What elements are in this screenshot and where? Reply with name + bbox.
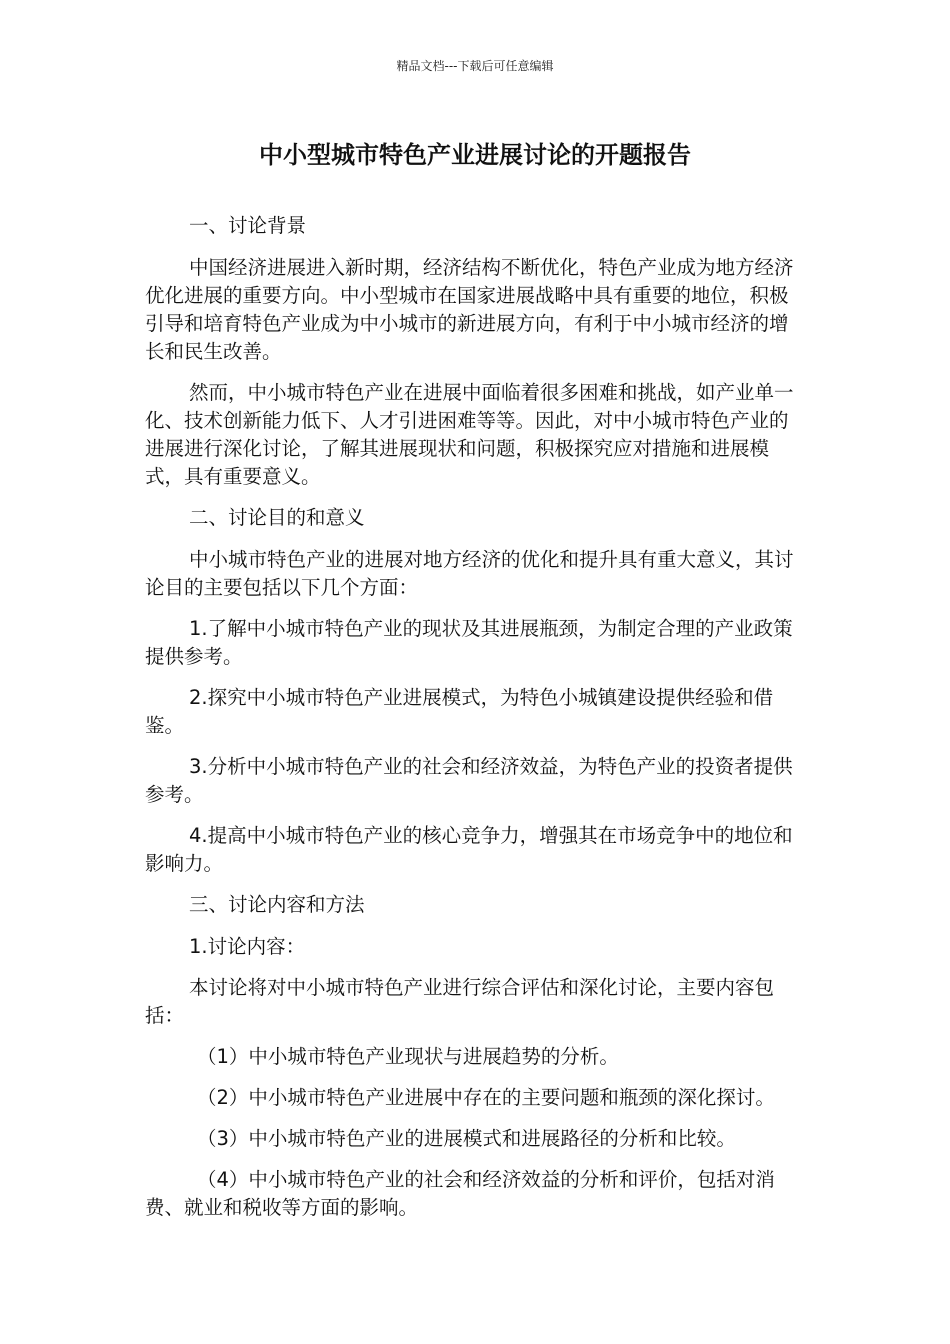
- list-item: （4）中小城市特色产业的社会和经济效益的分析和评价，包括对消费、就业和税收等方面的影响。: [145, 1168, 775, 1219]
- list-item: （1）中小城市特色产业现状与进展趋势的分析。: [197, 1045, 619, 1068]
- body-paragraph: 本讨论将对中小城市特色产业进行综合评估和深化讨论，主要内容包括：: [145, 976, 775, 1027]
- subheading: 1.讨论内容：: [189, 935, 306, 958]
- section-heading-purpose: 二、讨论目的和意义: [189, 506, 365, 529]
- list-item: 2.探究中小城市特色产业进展模式，为特色小城镇建设提供经验和借鉴。: [145, 686, 774, 737]
- body-paragraph: 中小城市特色产业的进展对地方经济的优化和提升具有重大意义，其讨论目的主要包括以下几个方面：: [145, 548, 794, 599]
- body-paragraph: 中国经济进展进入新时期，经济结构不断优化，特色产业成为地方经济优化进展的重要方向。中小型城市在国家进展战略中具有重要的地位，积极引导和培育特色产业成为中小城市的新进展方向，有利于中小城市经济的增长和民生改善。: [145, 256, 794, 363]
- section-heading-methods: 三、讨论内容和方法: [189, 893, 365, 916]
- list-item: 3.分析中小城市特色产业的社会和经济效益，为特色产业的投资者提供参考。: [145, 755, 793, 806]
- body-paragraph: 然而，中小城市特色产业在进展中面临着很多困难和挑战，如产业单一化、技术创新能力低下、人才引进困难等等。因此，对中小城市特色产业的进展进行深化讨论，了解其进展现状和问题，积极探究应对措施和进展模式，具有重要意义。: [145, 381, 794, 488]
- document-body: [145, 212, 805, 1235]
- list-item: 1.了解中小城市特色产业的现状及其进展瓶颈，为制定合理的产业政策提供参考。: [145, 617, 793, 668]
- section-heading-background: 一、讨论背景: [189, 214, 307, 237]
- list-item: （2）中小城市特色产业进展中存在的主要问题和瓶颈的深化探讨。: [197, 1086, 775, 1109]
- list-item: （3）中小城市特色产业的进展模式和进展路径的分析和比较。: [197, 1127, 736, 1150]
- list-item: 4.提高中小城市特色产业的核心竞争力，增强其在市场竞争中的地位和影响力。: [145, 824, 793, 875]
- header-note: 精品文档---下载后可任意编辑: [396, 59, 554, 73]
- document-title: 中小型城市特色产业进展讨论的开题报告: [259, 141, 691, 169]
